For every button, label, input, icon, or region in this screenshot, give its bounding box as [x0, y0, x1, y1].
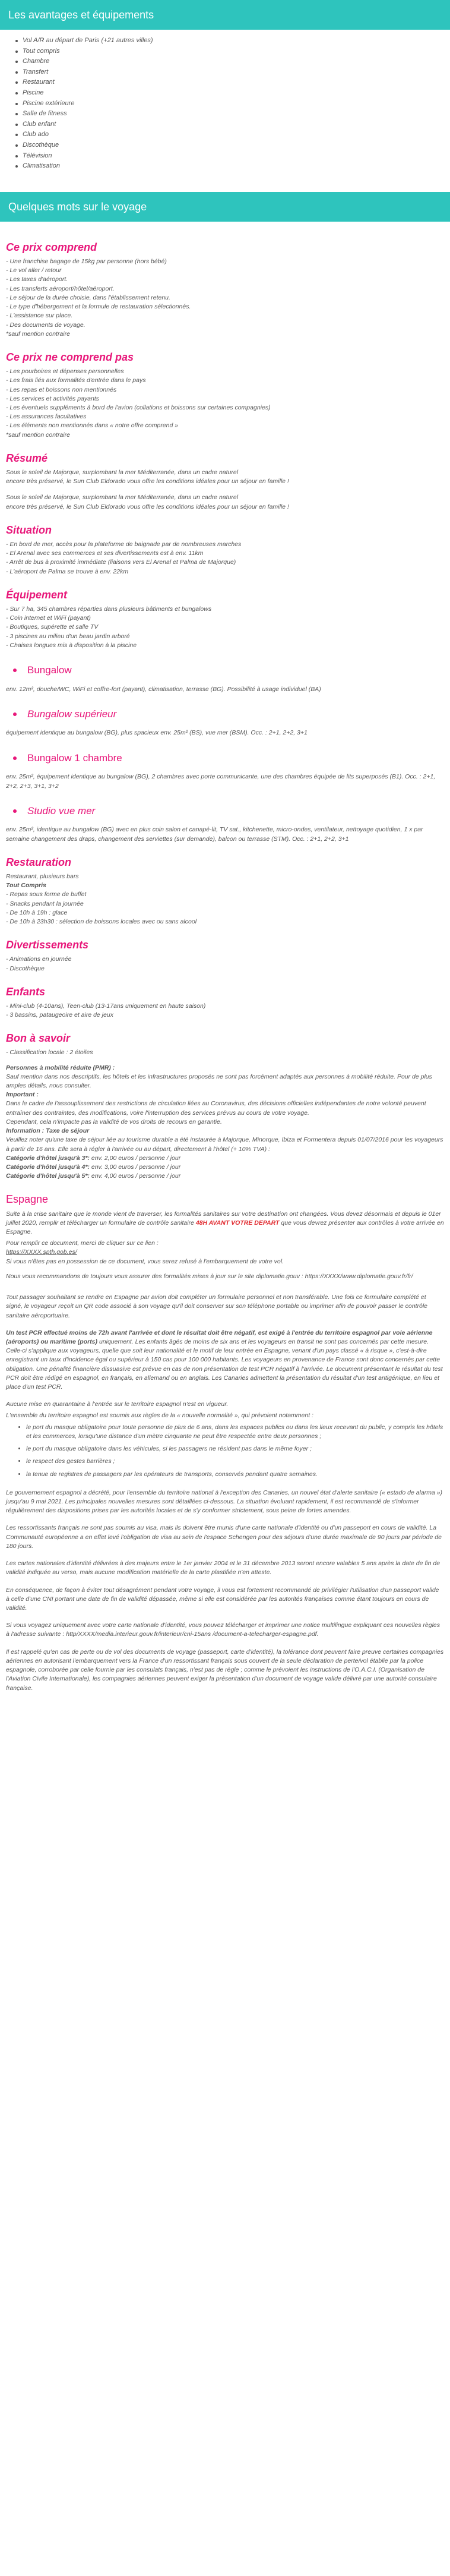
espagne-p8: En conséquence, de façon à éviter tout désagrément pendant votre voyage, il vous est fortement recommandé de privilégier l'utilisation d'un passeport valide à celle d'une CNI portant une date de fin de validité dépassée, même si elle est considérée par les autorités françaises comme étant toujours en cours de validité. — [6, 1586, 439, 1612]
divertissements-list — [6, 955, 444, 973]
list-line: - Les assurances facultatives — [6, 413, 87, 421]
espagne-bullet: • le respect des gestes barrières ; — [26, 1457, 444, 1466]
bon-a-savoir-title: Bon à savoir — [6, 1032, 71, 1045]
espagne-red-1 — [6, 1210, 444, 1237]
voyage-title: Quelques mots sur le voyage — [0, 192, 450, 222]
restauration-list — [6, 890, 444, 926]
room-heading — [6, 804, 444, 819]
list-line: - 3 piscines au milieu d'un beau jardin arboré — [6, 632, 130, 640]
restauration-subtitle: Tout Compris — [6, 882, 46, 890]
advantage-item: Piscine — [15, 88, 450, 99]
list-line: - L'assistance sur place. — [6, 312, 73, 320]
resume-paragraph: Sous le soleil de Majorque, surplombant la mer Méditerranée, dans un cadre naturel encore très préservé, le Sun Club Eldorado vous offre les conditions idéales pour un séjour en famille ! — [6, 494, 289, 510]
espagne-p3: Aucune mise en quarantaine à l'entrée sur le territoire espagnol n'est en vigueur. — [6, 1401, 229, 1408]
resume-paragraph: Sous le soleil de Majorque, surplombant la mer Méditerranée, dans un cadre naturel encore très préservé, le Sun Club Eldorado vous offre les conditions idéales pour un séjour en famille ! — [6, 468, 289, 485]
list-line: - Les pourboires et dépenses personnelles — [6, 368, 124, 376]
list-line: - Des documents de voyage. — [6, 321, 85, 329]
espagne-p1: Tout passager souhaitant se rendre en Espagne par avion doit compléter un formulaire personnel et non transférable. Une fois ce formulaire complété et signé, le voyageur reçoit un QR code associé à son voyage qu'il doit conserver sur son téléphone portable ou imprimer afin de pouvoir passer le contrôle sanitaire aéroportuaire. — [6, 1294, 427, 1319]
espagne-red-1-text: Suite à la crise sanitaire que le monde vient de traverser, les formalités sanitaires sur votre destination ont changées. Vous devez désormais et depuis le 01er juillet 2020, remplir et télécharger un formulaire de contrôle sanitaire — [6, 1210, 441, 1226]
list-line: - Boutiques, supérette et salle TV — [6, 623, 99, 631]
voyage-content — [0, 222, 450, 1713]
bon-a-savoir-list — [6, 1048, 444, 1057]
prix-ne-comprend-list — [6, 367, 444, 440]
room-heading — [6, 707, 444, 722]
equipement-title: Équipement — [6, 588, 68, 601]
list-line: - Les éventuels suppléments à bord de l'avion (collations et boissons sur certaines compagnies) — [6, 403, 271, 411]
espagne-p7: Les cartes nationales d'identité délivrées à des majeurs entre le 1er janvier 2004 et le 31 décembre 2013 seront encore valables 5 ans après la date de fin de validité indiquée au verso, mais aucune modification matérielle de la carte plastifiée n'en atteste. — [6, 1560, 441, 1577]
prix-comprend-title: Ce prix comprend — [6, 241, 97, 253]
list-line: - De 10h à 19h : glace — [6, 909, 68, 916]
room-description: env. 25m², identique au bungalow (BG) avec en plus coin salon et canapé-lit, TV sat., kitchenette, micro-ondes, ventilateur, nettoyage quotidien, 1 x par semaine changement des draps, changement des serviettes (sur demande), balcon ou terrasse (STM). Occ. : 2+1, 2+2, 3+1 — [6, 826, 423, 843]
room-heading — [6, 751, 444, 766]
advantage-item: Restaurant — [15, 77, 450, 88]
espagne-red-link[interactable]: https://XXXX.spth.gob.es/ — [6, 1248, 77, 1256]
espagne-red-2: Pour remplir ce document, merci de cliquer sur ce lien : — [6, 1240, 159, 1247]
espagne-bullet: • le port du masque obligatoire pour toute personne de plus de 6 ans, dans les espaces publics ou dans les lieux recevant du public, y compris les hôtels et les commerces, lorsqu'une distance d'un mètre cinquante ne peut être respectée entre deux personnes ; — [26, 1423, 444, 1441]
list-line: - Coin internet et WiFi (payant) — [6, 614, 91, 622]
pmr-title: Personnes à mobilité réduite (PMR) : — [6, 1064, 115, 1071]
advantages-title: Les avantages et équipements — [0, 0, 450, 30]
tax-category-label: Catégorie d'hôtel jusqu'à 5*: — [6, 1172, 90, 1180]
tax-category-label: Catégorie d'hôtel jusqu'à 3*: — [6, 1154, 90, 1162]
list-line: - El Arenal avec ses commerces et ses divertissements est à env. 11km — [6, 550, 204, 557]
advantage-item: Piscine extérieure — [15, 99, 450, 109]
prix-ne-comprend-title: Ce prix ne comprend pas — [6, 351, 134, 363]
list-line: - Sur 7 ha, 345 chambres réparties dans plusieurs bâtiments et bungalows — [6, 605, 212, 613]
important-text-2: Cependant, cela n'impacte pas la validité de vos droits de recours en garantie. — [6, 1118, 222, 1125]
list-line: *sauf mention contraire — [6, 330, 70, 338]
list-line: - Repas sous forme de buffet — [6, 891, 87, 898]
espagne-p2-bold: Un test PCR effectué moins de 72h avant l'arrivée et dont le résultat doit être négatif, est exigé à l'entrée du territoire espagnol par voie aérienne (aéroports) ou maritime (ports) — [6, 1329, 433, 1345]
tax-category-value: env. 4,00 euros / personne / jour — [91, 1172, 181, 1180]
list-line: - Le séjour de la durée choisie, dans l'établissement retenu. — [6, 294, 170, 301]
rooms-section — [6, 663, 444, 844]
room-title: Bungalow supérieur — [27, 708, 117, 720]
tax-category-value: env. 3,00 euros / personne / jour — [91, 1164, 181, 1171]
bullet-dot-icon — [13, 756, 17, 760]
room-description: env. 25m², équipement identique au bungalow (BG), 2 chambres avec porte communicante, une des chambres équipée de lits superposés (B1). Occ. : 2+1, 2+2, 2+3, 3+1, 3+2 — [6, 773, 436, 790]
advantage-item: Club enfant — [15, 119, 450, 130]
situation-list — [6, 540, 444, 576]
tax-category-row — [6, 1154, 444, 1163]
list-line: - Les transferts aéroport/hôtel/aéroport. — [6, 285, 115, 292]
advantages-list — [0, 30, 450, 180]
advantage-item: Télévision — [15, 151, 450, 162]
situation-title: Situation — [6, 524, 52, 536]
list-line: - Le vol aller / retour — [6, 267, 62, 275]
list-line: - Animations en journée — [6, 956, 72, 963]
advantage-item: Transfert — [15, 67, 450, 78]
espagne-title: Espagne — [6, 1193, 49, 1206]
list-line: - Arrêt de bus à proximité immédiate (liaisons vers El Arenal et Palma de Majorque) — [6, 559, 236, 566]
restauration-title: Restauration — [6, 856, 72, 868]
room-title: Bungalow 1 chambre — [27, 752, 122, 764]
espagne-p2 — [6, 1329, 444, 1392]
advantage-item: Club ado — [15, 130, 450, 140]
advantage-item: Vol A/R au départ de Paris (+21 autres villes) — [15, 36, 450, 46]
bullet-dot-icon — [13, 809, 17, 813]
important-title: Important : — [6, 1091, 39, 1099]
resume-text — [6, 468, 444, 512]
tax-category-label: Catégorie d'hôtel jusqu'à 4*: — [6, 1164, 90, 1171]
prix-comprend-list — [6, 257, 444, 339]
tax-category-value: env. 2,00 euros / personne / jour — [91, 1154, 181, 1162]
advantage-item: Climatisation — [15, 161, 450, 172]
list-line: *sauf mention contraire — [6, 431, 70, 439]
important-text-1: Dans le cadre de l'assouplissement des restrictions de circulation liées au Coronavirus, des décisions officielles indépendantes de notre volonté peuvent entraîner des contraintes, des modifications, voire l'interruption des services prévus au cours de votre voyage. — [6, 1100, 426, 1117]
list-line: - Une franchise bagage de 15kg par personne (hors bébé) — [6, 258, 167, 265]
list-line: - Mini-club (4-10ans), Teen-club (13-17ans uniquement en haute saison) — [6, 1002, 206, 1010]
room-title: Studio vue mer — [27, 805, 96, 816]
espagne-p6: Les ressortissants français ne sont pas soumis au visa, mais ils doivent être munis d'une carte nationale d'identité ou d'un passeport en cours de validité. La Communauté européenne a en effet levé l'obligation de visa au sein de l'espace Schengen pour des séjours d'une durée maximale de 90 jours par période de 180 jours. — [6, 1524, 442, 1550]
bullet-dot-icon — [13, 669, 17, 672]
advantage-item: Salle de fitness — [15, 109, 450, 119]
espagne-p4: L'ensemble du territoire espagnol est soumis aux règles de la « nouvelle normalité », qui prévoient notamment : — [6, 1412, 313, 1420]
tax-category-row — [6, 1172, 444, 1181]
room-description: équipement identique au bungalow (BG), plus spacieux env. 25m² (BS), vue mer (BSM). Occ. : 2+1, 2+2, 3+1 — [6, 729, 308, 737]
list-line: - Les repas et boissons non mentionnés — [6, 386, 117, 393]
list-line: - L'aéroport de Palma se trouve à env. 22km — [6, 567, 129, 575]
info-title: Information : Taxe de séjour — [6, 1127, 90, 1135]
espagne-red-4: Nous vous recommandons de toujours vous assurer des formalités mises à jour sur le site diplomatie.gouv : https://XXXX/www.diplomatie.gouv.fr/fr/ — [6, 1272, 413, 1280]
list-line: - Les services et activités payants — [6, 395, 99, 402]
espagne-red-1-tail: que vous devrez présenter aux contrôles à votre arrivée en Espagne. — [6, 1219, 444, 1235]
restauration-intro: Restaurant, plusieurs bars — [6, 872, 79, 880]
espagne-bullets — [6, 1423, 444, 1479]
enfants-list — [6, 1002, 444, 1020]
tax-category-row — [6, 1163, 444, 1172]
espagne-red-1-bold: 48H AVANT VOTRE DEPART — [195, 1219, 280, 1226]
list-line: - 3 bassins, pataugeoire et aire de jeux — [6, 1011, 113, 1019]
advantage-item: Chambre — [15, 56, 450, 67]
advantage-item: Tout compris — [15, 46, 450, 57]
list-line: - Les frais liés aux formalités d'entrée dans le pays — [6, 377, 146, 384]
tax-categories — [6, 1154, 444, 1181]
espagne-p2-tail: uniquement. Les enfants âgés de moins de six ans et les voyageurs en transit ne sont pas concernés par cette mesure. Celle-ci s'applique aux voyageurs, quelle que soit leur nationalité et le motif de leur entrée en Espagne, venant d'un pays classé « à risque », c'est-à-dire enregistrant un taux d'incidence égal ou supérieur à 150 cas pour 100 000 habitants. Les voyageurs en provenance de France sont donc concernés par cette obligation. Une pénalité financière dissuasive est prévue en cas de non présentation de test PCR négatif à l'arrivée. Le document présentant le résultat du test PCR doit être rédigé en espagnol, en français, en allemand ou en anglais. Les Canaries admettent la présentation du résultat d'un test antigénique, en lieu et place d'un test PCR. — [6, 1338, 443, 1391]
espagne-p5: Le gouvernement espagnol a décrété, pour l'ensemble du territoire national à l'exception des Canaries, un nouvel état d'alerte sanitaire (« estado de alarma ») jusqu'au 9 mai 2021. Les principales nouvelles mesures sont détaillées ci-dessous. La situation évoluant rapidement, il est recommandé de s'informer régulièrement des dispositions prises par les autorités locales et de s'y conformer strictement, sous peine de fortes amendes. — [6, 1489, 443, 1515]
room-description: env. 12m², douche/WC, WiFi et coffre-fort (payant), climatisation, terrasse (BG). Possibilité à usage individuel (BA) — [6, 685, 321, 693]
pmr-text: Sauf mention dans nos descriptifs, les hôtels et les infrastructures proposés ne sont pas forcément adaptés aux personnes à mobilité réduite. Pour de plus amples détails, nous consulter. — [6, 1073, 432, 1090]
room-title: Bungalow — [27, 664, 72, 676]
list-line: - Classification locale : 2 étoiles — [6, 1049, 93, 1057]
espagne-red-3: Si vous n'êtes pas en possession de ce document, vous serez refusé à l'embarquement de votre vol. — [6, 1257, 284, 1265]
room-heading — [6, 663, 444, 678]
advantage-item: Discothèque — [15, 140, 450, 151]
bullet-dot-icon — [13, 712, 17, 716]
equipement-list — [6, 605, 444, 650]
resume-title: Résumé — [6, 452, 48, 464]
espagne-p9: Si vous voyagez uniquement avec votre carte nationale d'identité, vous pouvez télécharger et imprimer une notice multilingue expliquant ces nouvelles règles à l'adresse suivante : http/XXXX/media.interieur.gouv.fr/interieur/cni-15ans /document-a-telecharger-espagne.pdf. — [6, 1622, 441, 1638]
info-text: Veuillez noter qu'une taxe de séjour liée au tourisme durable a été instaurée à Majorque, Minorque, Ibiza et Formentera depuis 01/07/2016 pour les voyageurs à partir de 16 ans. Elle sera à régler à l'arrivée ou au départ, directement à l'hôtel (+ 10% TVA) : — [6, 1136, 443, 1153]
list-line: - Chaises longues mis à disposition à la piscine — [6, 641, 137, 649]
espagne-bullet: • le port du masque obligatoire dans les véhicules, si les passagers ne résident pas dans le même foyer ; — [26, 1445, 444, 1453]
list-line: - Le type d'hébergement et la formule de restauration sélectionnés. — [6, 303, 191, 311]
espagne-p10: Il est rappelé qu'en cas de perte ou de vol des documents de voyage (passeport, carte d'identité), la tolérance dont peuvent faire preuve certaines compagnies aériennes en autorisant l'embarquement vers la France d'un ressortissant français sous couvert de la seule déclaration de perte/vol établie par la police espagnole, corroborée par celle fournie par les consulats français, n'est pas de règle ; comme le prévoient les instructions de l'O.A.C.I. (Organisation de l'Aviation Civile Internationale), les compagnies aériennes peuvent exiger la présentation d'un document de voyage valide délivré par une autorité consulaire française. — [6, 1648, 444, 1692]
list-line: - Snacks pendant la journée — [6, 900, 84, 907]
list-line: - En bord de mer, accès pour la plateforme de baignade par de nombreuses marches — [6, 540, 242, 548]
espagne-bullet: • la tenue de registres de passagers par les opérateurs de transports, conservés pendant quatre semaines. — [26, 1470, 444, 1479]
divertissements-title: Divertissements — [6, 939, 89, 951]
enfants-title: Enfants — [6, 985, 46, 998]
list-line: - Les taxes d'aéroport. — [6, 276, 68, 283]
list-line: - Les éléments non mentionnés dans « notre offre comprend » — [6, 422, 179, 430]
list-line: - Discothèque — [6, 964, 45, 972]
list-line: - De 10h à 23h30 : sélection de boissons locales avec ou sans alcool — [6, 918, 197, 925]
